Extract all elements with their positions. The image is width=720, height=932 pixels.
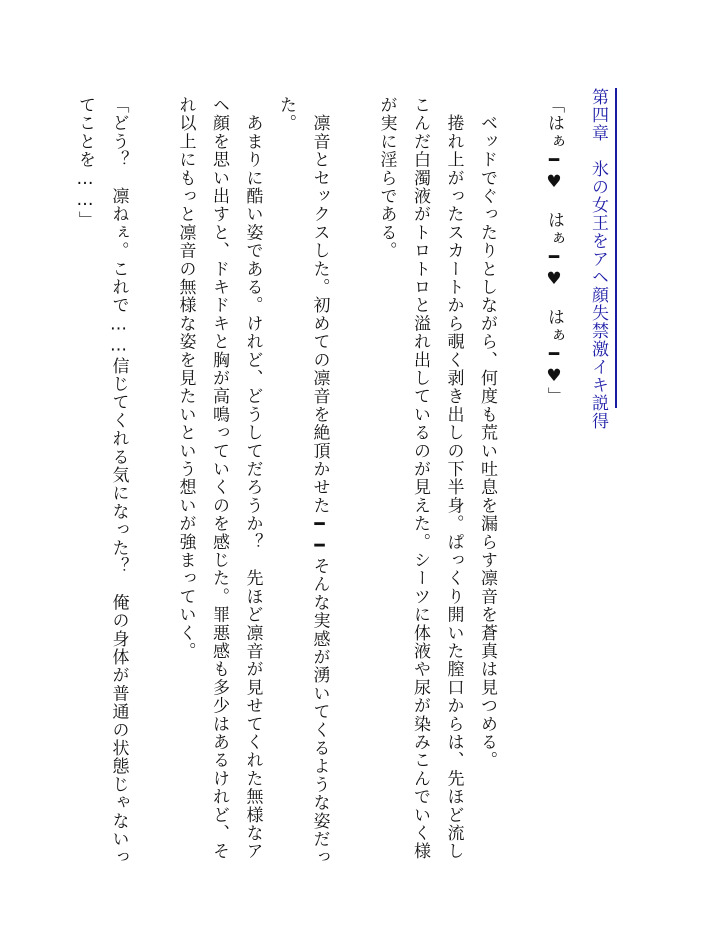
paragraph: ベッドでぐったりとしながら、何度も荒い吐息を漏らす凛音を蒼真は見つめる。 <box>477 96 497 770</box>
paragraph: 凛音とセックスした。初めての凛音を絶頂かせた━━そんな実感が湧いてくるような姿だった。 <box>276 96 330 867</box>
chapter-header <box>585 88 617 430</box>
paragraph: 「どう？ 凛ねぇ。これで……信じてくれる気になった？ 俺の身体が普通の状態じゃないってことを……」 <box>75 96 129 867</box>
paragraph: 捲れ上がったスカートから覗く剥き出しの下半身。ぱっくり開いた膣口からは、先ほど流しこんだ白濁液がトロトロと溢れ出しているのが見えた。シーツに体液や尿が染みこんでいく様が実に淫らである。 <box>376 96 464 861</box>
paragraph: 「はぁ━♥ はぁ━♥ はぁ━♥」 <box>544 96 564 406</box>
chapter-title: 第四章 氷の女王をアヘ顔失禁激イキ説得 <box>588 88 608 430</box>
body-text <box>75 96 570 876</box>
paragraph: あまりに酷い姿である。けれど、どうしてだろうか？ 先ほど凛音が見せてくれた無様なアヘ顔を思い出すと、ドキドキと胸が高鳴っていくのを感じた。罪悪感も多少はあるけれど、それ以上にもっと凛音の無様な姿を見たいという想いが強まっていく。 <box>175 96 263 861</box>
